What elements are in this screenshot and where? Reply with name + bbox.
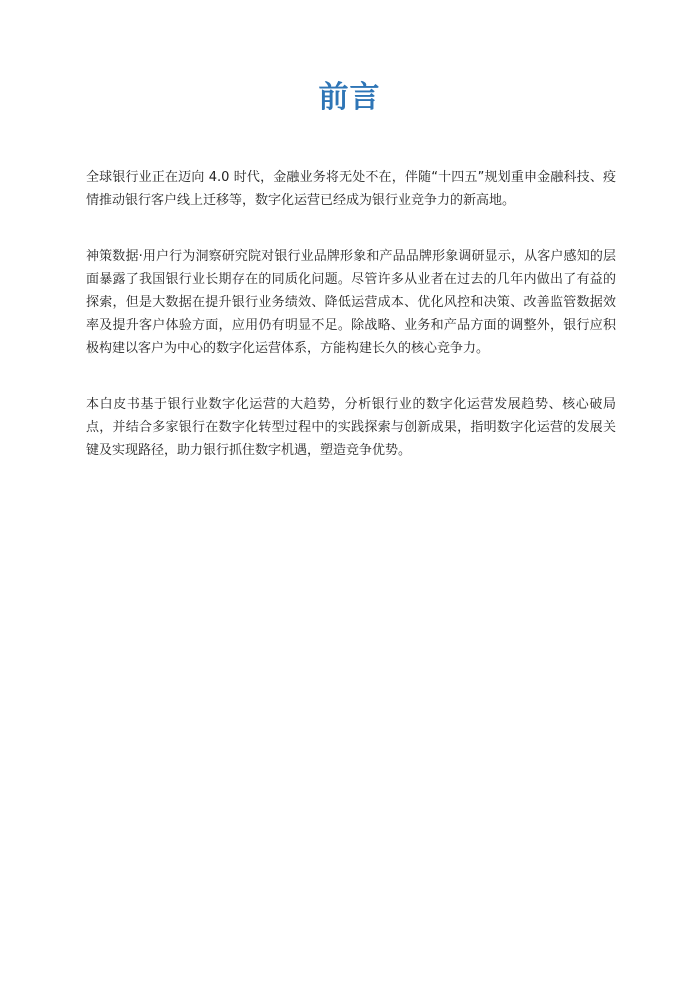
paragraph-intro: 全球银行业正在迈向 4.0 时代，金融业务将无处不在，伴随“十四五”规划重申金融科技、疫情推动银行客户线上迁移等，数字化运营已经成为银行业竞争力的新高地。 xyxy=(86,170,616,208)
paragraph-whitepaper-summary: 本白皮书基于银行业数字化运营的大趋势，分析银行业的数字化运营发展趋势、核心破局点，并结合多家银行在数字化转型过程中的实践探索与创新成果，指明数字化运营的发展关键及实现路径，助力银行抓住数字机遇，塑造竞争优势。 xyxy=(86,397,616,458)
preface-body xyxy=(86,166,616,495)
paragraph-research: 神策数据·用户行为洞察研究院对银行业品牌形象和产品品牌形象调研显示，从客户感知的层面暴露了我国银行业长期存在的同质化问题。尽管许多从业者在过去的几年内做出了有益的探索，但是大数据在提升银行业务绩效、降低运营成本、优化风控和决策、改善监管数据效率及提升客户体验方面，应用仍有明显不足。除战略、业务和产品方面的调整外，银行应积极构建以客户为中心的数字化运营体系，方能构建长久的核心竞争力。 xyxy=(86,249,616,356)
page-title: 前言 xyxy=(318,80,381,115)
